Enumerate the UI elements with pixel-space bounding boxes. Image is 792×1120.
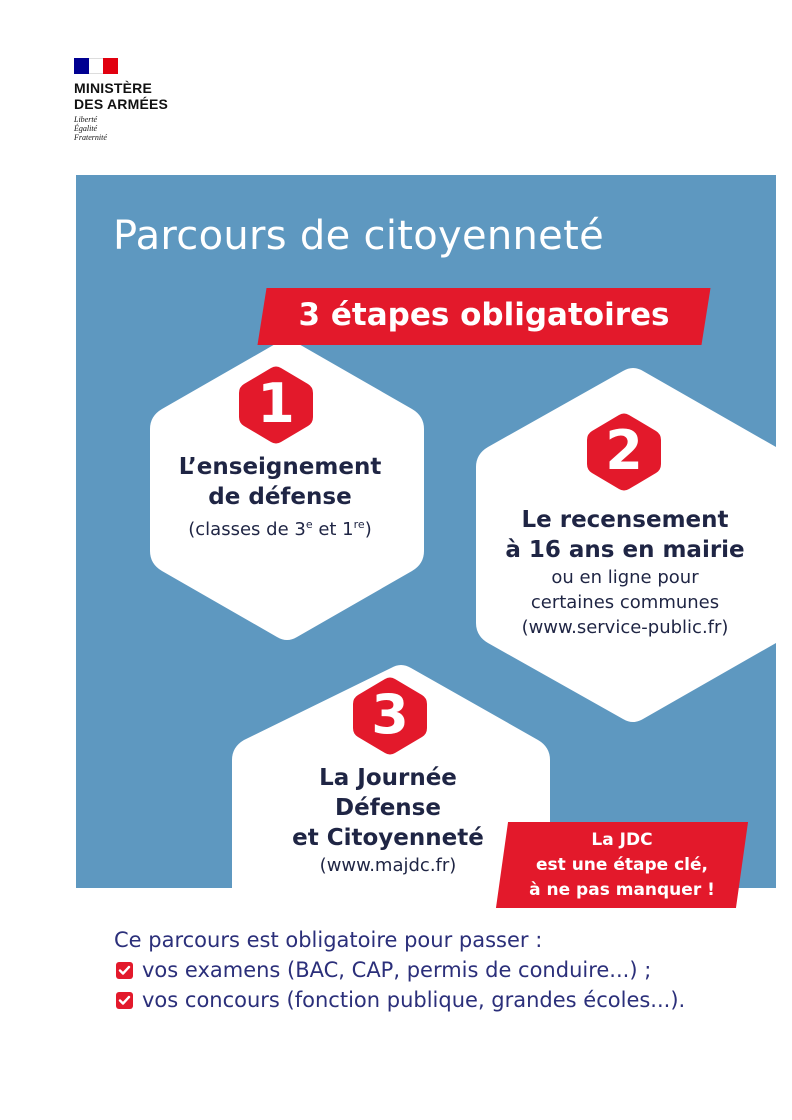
- footer-intro: Ce parcours est obligatoire pour passer :: [114, 928, 543, 952]
- republic-motto: Liberté Égalité Fraternité: [74, 115, 107, 142]
- step-2-text: Le recensement à 16 ans en mairie ou en ligne pour certaines communes (www.service-public.fr): [505, 507, 745, 638]
- step-1-text: L’enseignement de défense (classes de 3e et 1re): [120, 452, 440, 542]
- footer-list-item: vos concours (fonction publique, grandes écoles...).: [116, 988, 685, 1012]
- step-1-badge: [238, 365, 314, 445]
- footer-list-item: vos examens (BAC, CAP, permis de conduire...) ;: [116, 958, 651, 982]
- step-3-text: La Journée Défense et Citoyenneté (www.majdc.fr): [292, 765, 484, 876]
- step-2-number: 2: [605, 419, 643, 482]
- ministry-name: MINISTÈRE DES ARMÉES: [74, 80, 169, 112]
- step-3-badge: [352, 676, 428, 756]
- checkbox-checked-icon: [116, 962, 133, 979]
- ministry-logo: [74, 58, 168, 142]
- step-1-number: 1: [257, 372, 295, 435]
- poster-subtitle: 3 étapes obligatoires: [298, 297, 670, 333]
- step-3-number: 3: [371, 683, 409, 746]
- checkbox-checked-icon: [116, 992, 133, 1009]
- jdc-callout-text: La JDC est une étape clé, à ne pas manquer !: [529, 830, 715, 900]
- step-2-badge: [586, 412, 662, 492]
- french-flag-icon: [74, 58, 118, 74]
- step-1-detail: (classes de 3e et 1re): [188, 518, 372, 540]
- poster-title: Parcours de citoyenneté: [113, 213, 604, 259]
